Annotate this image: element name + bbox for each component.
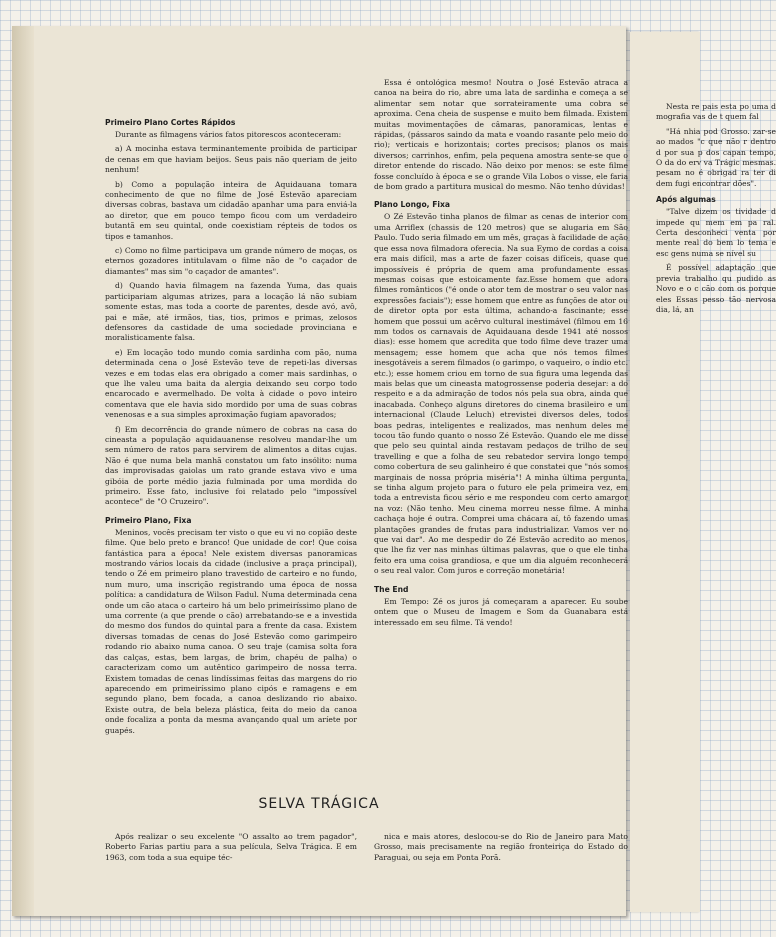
bottom-right-paragraph: nica e mais atores, deslocou-se do Rio de Janeiro para Mato Grosso, mais precisamente na região fronteiriça do Estado do Paraguai, ou seja em Ponta Porã. bbox=[374, 832, 628, 862]
body-paragraph: f) Em decorrência do grande número de cobras na casa do cineasta a população aquidauanense resolveu mandar-lhe um sem número de ratos para servirem de alimentos a ditas cujas. Não é que numa bela manhã constatou um fato insólito: numa das improvisadas gaiolas um rato grande estava vivo e uma gibóia de porte médio jazia fulminada por uma mordida do primeiro. Esse fato, inclusive foi relatado pelo "impossível acontece" de "O Cruzeiro". bbox=[105, 424, 357, 507]
section-heading: The End bbox=[374, 584, 409, 594]
body-paragraph: Essa é ontológica mesmo! Noutra o José Estevão atraca a canoa na beira do rio, abre uma lata de sardinha e começa a se alimentar sem notar que sorrateiramente uma cobra se aproxima. Cena cheia de suspense e muito bem filmada. Existem muitas movimentações de câmaras, panoramicas, lentas e rápidas, (pássaros saindo da mata e voando rasante pelo meio do rio); verticais e horizontais; cortes precisos; planos os mais diversos; carrinhos, enfim, pela pequena amostra sente-se que o diretor entende do riscado. Não deixo por menos: se este filme fosse concluído à época e se o grande Vila Lobos o visse, ele faria de bom grado a partitura musical do mesmo. Não tenho dúvidas! bbox=[374, 78, 628, 192]
body-paragraph: Em Tempo: Zé os juros já começaram a aparecer. Eu soube ontem que o Museu de Imagem e Som da Guanabara está interessado em seu filme. Tá vendo! bbox=[374, 596, 628, 627]
body-paragraph: Meninos, vocês precisam ter visto o que eu vi no copião deste filme. Que belo preto e branco! Que unidade de cor! Que coisa fantástica para a época! Nele existem diversas panoramicas mostrando vários locais da cidade (inclusive a praça principal), tendo o Zé em primeiro plano travestido de carteiro e no fundo, num muro, uma inscrição registrando uma época de nossa política: a candidatura de Wilson Fadul. Numa determinada cena onde um cão ataca o carteiro há um belo primeiríssimo plano de uma corrente (a que prende o cão) arrebatando-se e a investida do mesmo dos fundos do quintal para a frente da casa. Existem diversas tomadas de cenas do José Estevão como garimpeiro rodando rio abaixo numa canoa. O seu traje (camisa solta fora das calças, estas, bem largas, de brim, chapéu de palha) o caracterizam como um autêntico garimpeiro de nossa terra. Existem tomadas de cenas lindíssimas feitas das margens do rio aparecendo em primeiríssimo plano cipós e ramagens e em segundo plano, bem focada, a canoa deslizando rio abaixo. Existe outra, de bela beleza plástica, feita do meio da canoa onde focaliza a ponta da mesma avançando qual um aríete por guapés. bbox=[105, 527, 357, 735]
page-binding-edge bbox=[12, 26, 34, 916]
right-text-column bbox=[374, 78, 628, 632]
adjacent-page-paragraph: "Talve dizem os tividade d impede qu mem em pa ral. Certa desconheci venta por mente real do bem lo tema e esc gens numa se nível su bbox=[656, 207, 776, 258]
adjacent-page-paragraph: Nesta re pais esta po uma d mografia vas de t quem fal bbox=[656, 102, 776, 122]
bottom-left-column bbox=[105, 832, 357, 867]
left-text-column bbox=[105, 78, 357, 740]
section-heading: Plano Longo, Fixa bbox=[374, 200, 451, 210]
adjacent-page-text bbox=[656, 102, 776, 319]
adjacent-page-paragraph: "Há nhia pod Grosso. zar-se ao mados "c que não r dentro d por sua p dos capan tempo, O da do erv va Trágic mesmas. pesam no é obrigad ra ter di dem fugi encontrar dões". bbox=[656, 126, 776, 188]
body-paragraph: b) Como a população inteira de Aquidauana tomara conhecimento de que no filme de José Estevão apareciam diversas cobras, bastava um cidadão apanhar uma para enviá-la ao diretor, que em pouco tempo ficou com um verdadeiro butantã em seu quintal, onde coexistiam répteis de todos os tipos e tamanhos. bbox=[105, 179, 357, 241]
adjacent-page bbox=[630, 32, 776, 912]
section-heading: Primeiro Plano Cortes Rápidos bbox=[105, 118, 236, 127]
article-title: SELVA TRÁGICA bbox=[258, 796, 380, 812]
bottom-right-column bbox=[374, 832, 628, 867]
body-paragraph: e) Em locação todo mundo comia sardinha com pão, numa determinada cena o José Estevão teve de repeti-las diversas vezes e em todas elas era obrigado a comer mais sardinhas, o que lhe valeu uma baita da alergia deixando seu corpo todo encarocado e avermelhado. De volta à cidade o povo inteiro comentava que ele havia sido mordido por uma de suas cobras venenosas e a sua simples aproximação fugiam apavorados; bbox=[105, 347, 357, 420]
adjacent-page-heading: Após algumas bbox=[656, 195, 716, 205]
body-paragraph: Durante as filmagens vários fatos pitorescos aconteceram: bbox=[115, 130, 342, 139]
body-paragraph: d) Quando havia filmagem na fazenda Yuma, das quais participariam algumas atrizes, para a locação lá não subiam somente estas, mas toda a coorte de parentes, desde avó, avô, pai e mãe, até irmãos, tias, tios, primos e primas, zelosos defensores da castidade de uma sociedade provinciana e moralisticamente falsa. bbox=[105, 281, 357, 343]
adjacent-page-paragraph: É possível adaptação que previa trabalho qu pudido as Novo e o c cão com os porque eles Essas pesso tão nervosa dia, lá, an bbox=[656, 263, 776, 314]
magazine-page bbox=[12, 26, 626, 916]
bottom-left-paragraph: Após realizar o seu excelente "O assalto ao trem pagador", Roberto Farias partiu para a sua película, Selva Trágica. E em 1963, com toda a sua equipe téc- bbox=[105, 832, 357, 862]
section-heading: Primeiro Plano, Fixa bbox=[105, 515, 192, 525]
body-paragraph: a) A mocinha estava terminantemente proibida de participar de cenas em que haviam beijos. Seus pais não queriam de jeito nenhum! bbox=[105, 144, 357, 175]
body-paragraph: O Zé Estevão tinha planos de filmar as cenas de interior com uma Arriflex (chassis de 120 metros) que se alugaria em São Paulo. Tudo seria filmado em um mês, graças à facilidade de ação que essa nova filmadora oferecia. Na sua Eymo de cordas a coisa era mais difícil, mas a arte de fazer coisas difíceis, quase que impossíveis é própria de quem ama profundamente essas mesmas coisas que estoicamente faz.Esse homem que adora filmes românticos ("é onde o ator tem de mostrar o seu valor nas expressões faciais"); esse homem que entre as funções de ator ou de diretor opta por esta última, achando-a fascinante; esse homem que possui um acêrvo cultural inestimável (filmou em 16 mm todos os carnavais de Aquidauana desde 1941 até nossos dias): esse homem que acredita que todo filme deve trazer uma mensagem; esse homem que acha que nós temos filmes inesgotáveis a serem filmados (o garimpo, o vaqueiro, o índio etc. etc.); esse homem criou em torno de sua figura uma legenda das mais belas que um cineasta matogrossense poderia desejar: a do respeito e a da admiração de todos nós pela sua obra, ainda que inacabada. Conheço alguns diretores do cinema brasileiro e um internacional (Claude Leluch) etrevistei diversos deles, todos boas pedras, inteligentes e realizados, mas nenhum deles me tocou tão fundo quanto o nosso Zé Estevão. Quando ele me disse que pelo seu quintal ainda restavam pedaços de trilho de seu travelling e que a folha de seu rebatedor servira longo tempo como cobertura de seu galinheiro é que constatei que "nós somos marginais de nossa própria miséria"! A minha última pergunta, se tinha algum projeto para o futuro ele pela primeira vez, em toda a entrevista ficou sério e me respondeu com certo amargor na voz: (Não tenho. Meu cinema morreu nesse filme. A minha cachaça hoje é outra. Comprei uma chácara aí, tô fazendo umas plantações grandes de frutas para industrializar. Vamos ver no que vai dar". Ao me despedir do Zé Estevão acredito ao menos, que lhe fiz ver nas minhas últimas palavras, que o que ele tinha feito era uma coisa grandiosa, e que um dia alguém reconhecerá o seu real valor. Com juros e correção monetária! bbox=[374, 212, 628, 576]
body-paragraph: c) Como no filme participava um grande número de moças, os eternos gozadores intitulavam o filme não de "o caçador de diamantes" mas sim "o caçador de amantes". bbox=[105, 246, 357, 276]
